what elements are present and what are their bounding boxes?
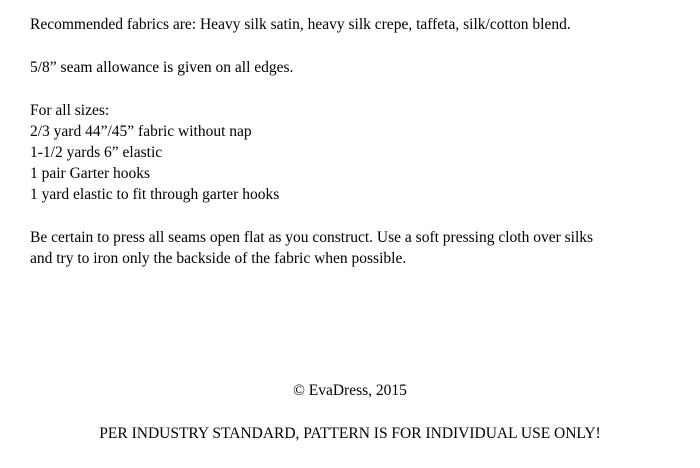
materials-item-elastic: 1-1/2 yards 6” elastic [30,144,163,161]
materials-item-fabric: 2/3 yard 44”/45” fabric without nap [30,123,252,140]
pressing-line-1: Be certain to press all seams open flat as you construct. Use a soft pressing cloth over silks [30,229,594,246]
copyright-text: © EvaDress, 2015 [293,382,407,399]
seam-allowance-text: 5/8” seam allowance is given on all edges. [30,59,294,76]
materials-heading: For all sizes: [30,102,110,119]
fabrics-text: Recommended fabrics are: Heavy silk satin, heavy silk crepe, taffeta, silk/cotton blend. [30,16,571,33]
materials-paragraph [30,100,690,205]
usage-notice: PER INDUSTRY STANDARD, PATTERN IS FOR INDIVIDUAL USE ONLY! [99,425,601,442]
materials-item-garter-elastic: 1 yard elastic to fit through garter hooks [30,186,280,203]
fabrics-paragraph [30,14,690,35]
pressing-paragraph [30,227,690,269]
materials-item-garter-hooks: 1 pair Garter hooks [30,165,151,182]
pressing-line-2: and try to iron only the backside of the fabric when possible. [30,250,407,267]
document-body [30,14,690,291]
seam-allowance-paragraph [30,57,690,78]
